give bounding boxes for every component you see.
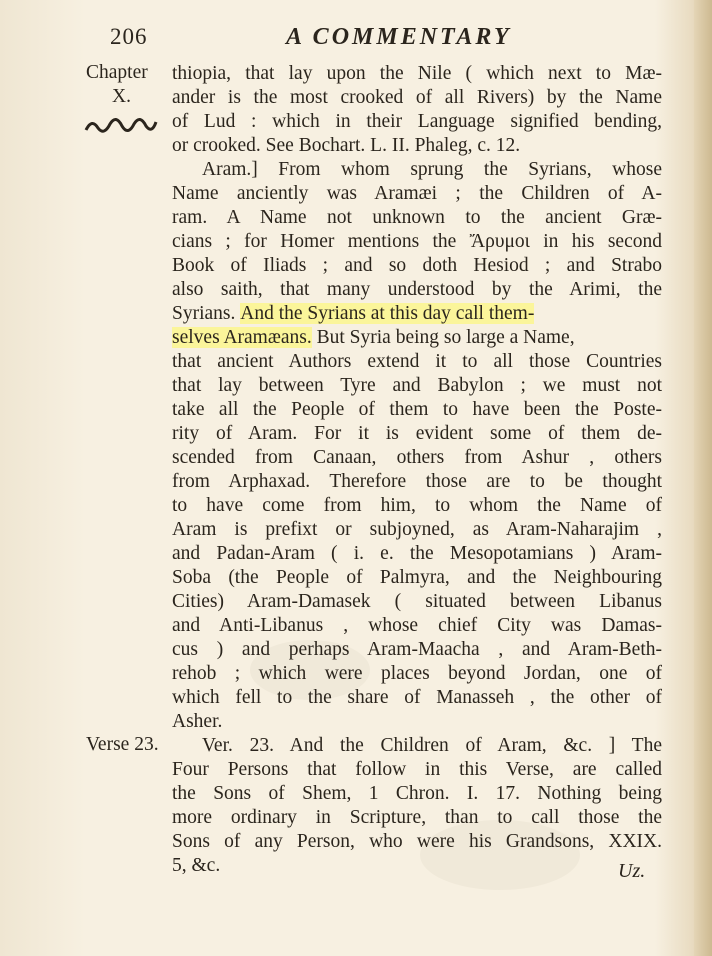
text-line: Sons of any Person, who were his Grandsons, XXIX.	[172, 831, 662, 852]
text-line: cus ) and perhaps Aram-Maacha , and Aram-Beth-	[172, 639, 662, 660]
text-fragment: But Syria being so large a Name,	[316, 327, 575, 348]
text-line: also saith, that many understood by the Arimi, the	[172, 279, 662, 300]
text-line: which fell to the share of Manasseh , the other of	[172, 687, 662, 708]
text-line: Name anciently was Aramæi ; the Children of A-	[172, 183, 662, 204]
text-line: Soba (the People of Palmyra, and the Neighbouring	[172, 567, 662, 588]
text-line: Four Persons that follow in this Verse, are called	[172, 759, 662, 780]
page-number: 206	[110, 24, 148, 49]
text-line: from Arphaxad. Therefore those are to be thought	[172, 471, 662, 492]
text-line: take all the People of them to have been the Poste-	[172, 399, 662, 420]
text-line: Aram is prefixt or subjoyned, as Aram-Naharajim ,	[172, 519, 662, 540]
text-line: and Padan-Aram ( i. e. the Mesopotamians ) Aram-	[172, 543, 662, 564]
page-edge	[694, 0, 712, 956]
text-line: rehob ; which were places beyond Jordan, one of	[172, 663, 662, 684]
text-line: ander is the most crooked of all Rivers) by the Name	[172, 87, 662, 108]
text-line: rity of Aram. For it is evident some of them de-	[172, 423, 662, 444]
text-line: Ver. 23. And the Children of Aram, &c. ] The	[202, 735, 662, 756]
page-header	[0, 24, 712, 56]
catchword: Uz.	[618, 860, 646, 882]
text-line: Book of Iliads ; and so doth Hesiod ; and Strabo	[172, 255, 662, 276]
highlighted-text: selves Aramæans.	[172, 327, 312, 348]
text-line	[172, 302, 662, 326]
text-line: of Lud : which in their Language signified bending,	[172, 111, 662, 132]
text-line: that lay between Tyre and Babylon ; we must not	[172, 375, 662, 396]
text-line: ram. A Name not unknown to the ancient Græ-	[172, 207, 662, 228]
margin-chapter-number: X.	[112, 86, 131, 107]
text-line: to have come from him, to whom the Name of	[172, 495, 662, 516]
text-line: thiopia, that lay upon the Nile ( which next to Mæ-	[172, 63, 662, 84]
running-head: A COMMENTARY	[286, 24, 512, 50]
text-line: cians ; for Homer mentions the Ἄρυμοι in his second	[172, 231, 662, 252]
margin-verse-label: Verse 23.	[86, 734, 159, 755]
printers-ornament-icon	[84, 114, 158, 136]
text-line: and Anti-Libanus , whose chief City was Damas-	[172, 615, 662, 636]
text-line: Cities) Aram-Damasek ( situated between Libanus	[172, 591, 662, 612]
text-line: more ordinary in Scripture, than to call those the	[172, 807, 662, 828]
text-line: or crooked. See Bochart. L. II. Phaleg, c. 12.	[172, 135, 521, 156]
text-line: that ancient Authors extend it to all those Countries	[172, 351, 662, 372]
text-fragment: Syrians.	[172, 303, 236, 324]
highlighted-text: And the Syrians at this day call them-	[240, 303, 535, 324]
text-line: scended from Canaan, others from Ashur , others	[172, 447, 662, 468]
text-line: Asher.	[172, 711, 223, 732]
text-line: 5, &c.	[172, 855, 221, 876]
margin-chapter-label: Chapter	[86, 62, 148, 83]
text-line: the Sons of Shem, 1 Chron. I. 17. Nothing being	[172, 783, 662, 804]
text-line: Aram.] From whom sprung the Syrians, whose	[202, 159, 662, 180]
text-line	[172, 326, 662, 350]
